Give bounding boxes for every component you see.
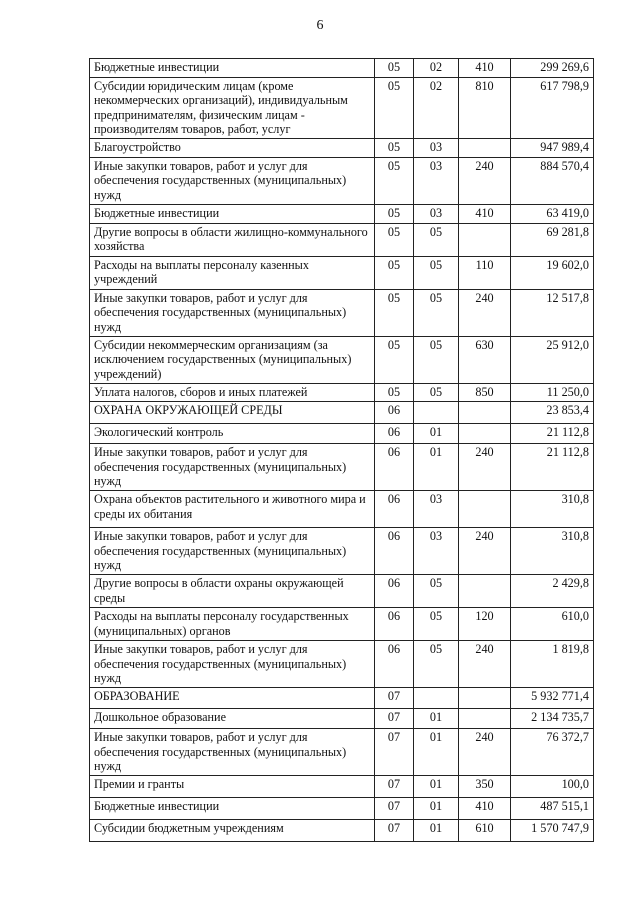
table-row	[90, 641, 594, 688]
row-expense-type-cell	[459, 688, 511, 709]
table-row	[90, 78, 594, 139]
row-amount-cell: 23 853,4	[511, 402, 594, 424]
row-name-cell: Расходы на выплаты персоналу государственных (муниципальных) органов	[90, 608, 375, 641]
table-row	[90, 608, 594, 641]
row-section-cell: 05	[375, 205, 414, 224]
row-expense-type-cell: 240	[459, 528, 511, 575]
table-row	[90, 224, 594, 257]
row-expense-type-cell: 410	[459, 205, 511, 224]
row-name-cell: Иные закупки товаров, работ и услуг для обеспечения государственных (муниципальных) нужд	[90, 528, 375, 575]
row-name-cell: Бюджетные инвестиции	[90, 205, 375, 224]
row-expense-type-cell: 240	[459, 290, 511, 337]
row-expense-type-cell	[459, 575, 511, 608]
row-name-cell: Субсидии юридическим лицам (кроме некоммерческих организаций), индивидуальным предпринимателям, физическим лицам - производителям товаров, работ, услуг	[90, 78, 375, 139]
table-row	[90, 820, 594, 842]
row-amount-cell: 2 429,8	[511, 575, 594, 608]
row-amount-cell: 487 515,1	[511, 798, 594, 820]
row-section-cell: 06	[375, 402, 414, 424]
row-amount-cell: 25 912,0	[511, 337, 594, 384]
row-name-cell: Бюджетные инвестиции	[90, 59, 375, 78]
row-name-cell: Иные закупки товаров, работ и услуг для обеспечения государственных (муниципальных) нужд	[90, 290, 375, 337]
table-row	[90, 290, 594, 337]
table-row	[90, 257, 594, 290]
row-amount-cell: 21 112,8	[511, 444, 594, 491]
row-section-cell: 05	[375, 384, 414, 402]
row-expense-type-cell	[459, 424, 511, 444]
row-expense-type-cell: 410	[459, 798, 511, 820]
table-row	[90, 337, 594, 384]
row-subsection-cell: 05	[414, 224, 459, 257]
row-amount-cell: 5 932 771,4	[511, 688, 594, 709]
budget-table	[89, 58, 594, 842]
row-section-cell: 05	[375, 139, 414, 158]
row-subsection-cell: 01	[414, 444, 459, 491]
row-amount-cell: 63 419,0	[511, 205, 594, 224]
table-row	[90, 688, 594, 709]
row-section-cell: 07	[375, 688, 414, 709]
row-expense-type-cell	[459, 491, 511, 528]
row-name-cell: Благоустройство	[90, 139, 375, 158]
row-amount-cell: 11 250,0	[511, 384, 594, 402]
table-row	[90, 709, 594, 729]
row-amount-cell: 610,0	[511, 608, 594, 641]
row-expense-type-cell	[459, 139, 511, 158]
row-amount-cell: 310,8	[511, 491, 594, 528]
row-amount-cell: 76 372,7	[511, 729, 594, 776]
row-expense-type-cell: 850	[459, 384, 511, 402]
row-section-cell: 07	[375, 798, 414, 820]
row-amount-cell: 1 819,8	[511, 641, 594, 688]
row-section-cell: 06	[375, 608, 414, 641]
row-name-cell: Иные закупки товаров, работ и услуг для обеспечения государственных (муниципальных) нужд	[90, 641, 375, 688]
row-subsection-cell: 02	[414, 78, 459, 139]
row-expense-type-cell	[459, 709, 511, 729]
row-section-cell: 07	[375, 729, 414, 776]
row-subsection-cell: 03	[414, 528, 459, 575]
row-section-cell: 05	[375, 257, 414, 290]
row-subsection-cell: 02	[414, 59, 459, 78]
table-row	[90, 205, 594, 224]
row-name-cell: Субсидии бюджетным учреждениям	[90, 820, 375, 842]
row-name-cell: Дошкольное образование	[90, 709, 375, 729]
row-subsection-cell: 01	[414, 709, 459, 729]
row-subsection-cell: 05	[414, 608, 459, 641]
row-subsection-cell: 01	[414, 729, 459, 776]
row-expense-type-cell: 810	[459, 78, 511, 139]
row-section-cell: 07	[375, 709, 414, 729]
row-expense-type-cell: 350	[459, 776, 511, 798]
row-name-cell: Бюджетные инвестиции	[90, 798, 375, 820]
row-expense-type-cell: 110	[459, 257, 511, 290]
table-row	[90, 444, 594, 491]
page-number: 6	[316, 18, 324, 33]
row-section-cell: 05	[375, 224, 414, 257]
row-amount-cell: 1 570 747,9	[511, 820, 594, 842]
row-expense-type-cell: 240	[459, 158, 511, 205]
row-amount-cell: 19 602,0	[511, 257, 594, 290]
row-section-cell: 05	[375, 158, 414, 205]
table-row	[90, 528, 594, 575]
row-name-cell: Охрана объектов растительного и животного мира и среды их обитания	[90, 491, 375, 528]
row-subsection-cell: 03	[414, 139, 459, 158]
row-name-cell: Иные закупки товаров, работ и услуг для обеспечения государственных (муниципальных) нужд	[90, 158, 375, 205]
row-subsection-cell: 05	[414, 575, 459, 608]
row-name-cell: Другие вопросы в области жилищно-коммунального хозяйства	[90, 224, 375, 257]
row-name-cell: ОХРАНА ОКРУЖАЮЩЕЙ СРЕДЫ	[90, 402, 375, 424]
row-subsection-cell: 01	[414, 424, 459, 444]
row-expense-type-cell: 630	[459, 337, 511, 384]
row-subsection-cell: 05	[414, 290, 459, 337]
row-expense-type-cell: 240	[459, 444, 511, 491]
row-amount-cell: 617 798,9	[511, 78, 594, 139]
row-section-cell: 05	[375, 59, 414, 78]
row-section-cell: 05	[375, 290, 414, 337]
table-row	[90, 59, 594, 78]
row-name-cell: Другие вопросы в области охраны окружающей среды	[90, 575, 375, 608]
row-expense-type-cell: 120	[459, 608, 511, 641]
row-subsection-cell: 03	[414, 491, 459, 528]
row-name-cell: Расходы на выплаты персоналу казенных учреждений	[90, 257, 375, 290]
row-amount-cell: 12 517,8	[511, 290, 594, 337]
row-amount-cell: 884 570,4	[511, 158, 594, 205]
row-subsection-cell: 05	[414, 257, 459, 290]
row-expense-type-cell: 610	[459, 820, 511, 842]
row-section-cell: 06	[375, 424, 414, 444]
row-amount-cell: 100,0	[511, 776, 594, 798]
row-subsection-cell: 01	[414, 776, 459, 798]
row-section-cell: 06	[375, 444, 414, 491]
row-expense-type-cell: 240	[459, 641, 511, 688]
table-row	[90, 575, 594, 608]
table-row	[90, 798, 594, 820]
row-subsection-cell	[414, 402, 459, 424]
row-amount-cell: 21 112,8	[511, 424, 594, 444]
table-row	[90, 384, 594, 402]
row-name-cell: Субсидии некоммерческим организациям (за исключением государственных (муниципальных) учреждений)	[90, 337, 375, 384]
row-section-cell: 05	[375, 337, 414, 384]
row-amount-cell: 69 281,8	[511, 224, 594, 257]
row-name-cell: Иные закупки товаров, работ и услуг для обеспечения государственных (муниципальных) нужд	[90, 729, 375, 776]
row-expense-type-cell: 410	[459, 59, 511, 78]
row-section-cell: 05	[375, 78, 414, 139]
row-section-cell: 07	[375, 776, 414, 798]
row-name-cell: Уплата налогов, сборов и иных платежей	[90, 384, 375, 402]
budget-table-body	[90, 59, 594, 842]
row-section-cell: 06	[375, 528, 414, 575]
table-row	[90, 158, 594, 205]
table-row	[90, 491, 594, 528]
row-section-cell: 06	[375, 491, 414, 528]
row-expense-type-cell	[459, 224, 511, 257]
row-name-cell: Иные закупки товаров, работ и услуг для обеспечения государственных (муниципальных) нужд	[90, 444, 375, 491]
row-subsection-cell: 03	[414, 158, 459, 205]
row-subsection-cell	[414, 688, 459, 709]
row-expense-type-cell: 240	[459, 729, 511, 776]
row-subsection-cell: 05	[414, 384, 459, 402]
row-amount-cell: 947 989,4	[511, 139, 594, 158]
row-section-cell: 07	[375, 820, 414, 842]
table-row	[90, 729, 594, 776]
row-subsection-cell: 05	[414, 337, 459, 384]
row-subsection-cell: 03	[414, 205, 459, 224]
table-row	[90, 776, 594, 798]
row-expense-type-cell	[459, 402, 511, 424]
row-section-cell: 06	[375, 641, 414, 688]
row-amount-cell: 2 134 735,7	[511, 709, 594, 729]
row-name-cell: Премии и гранты	[90, 776, 375, 798]
table-row	[90, 424, 594, 444]
table-row	[90, 402, 594, 424]
row-section-cell: 06	[375, 575, 414, 608]
row-amount-cell: 299 269,6	[511, 59, 594, 78]
row-subsection-cell: 01	[414, 820, 459, 842]
row-subsection-cell: 05	[414, 641, 459, 688]
table-row	[90, 139, 594, 158]
row-name-cell: Экологический контроль	[90, 424, 375, 444]
row-name-cell: ОБРАЗОВАНИЕ	[90, 688, 375, 709]
row-subsection-cell: 01	[414, 798, 459, 820]
row-amount-cell: 310,8	[511, 528, 594, 575]
